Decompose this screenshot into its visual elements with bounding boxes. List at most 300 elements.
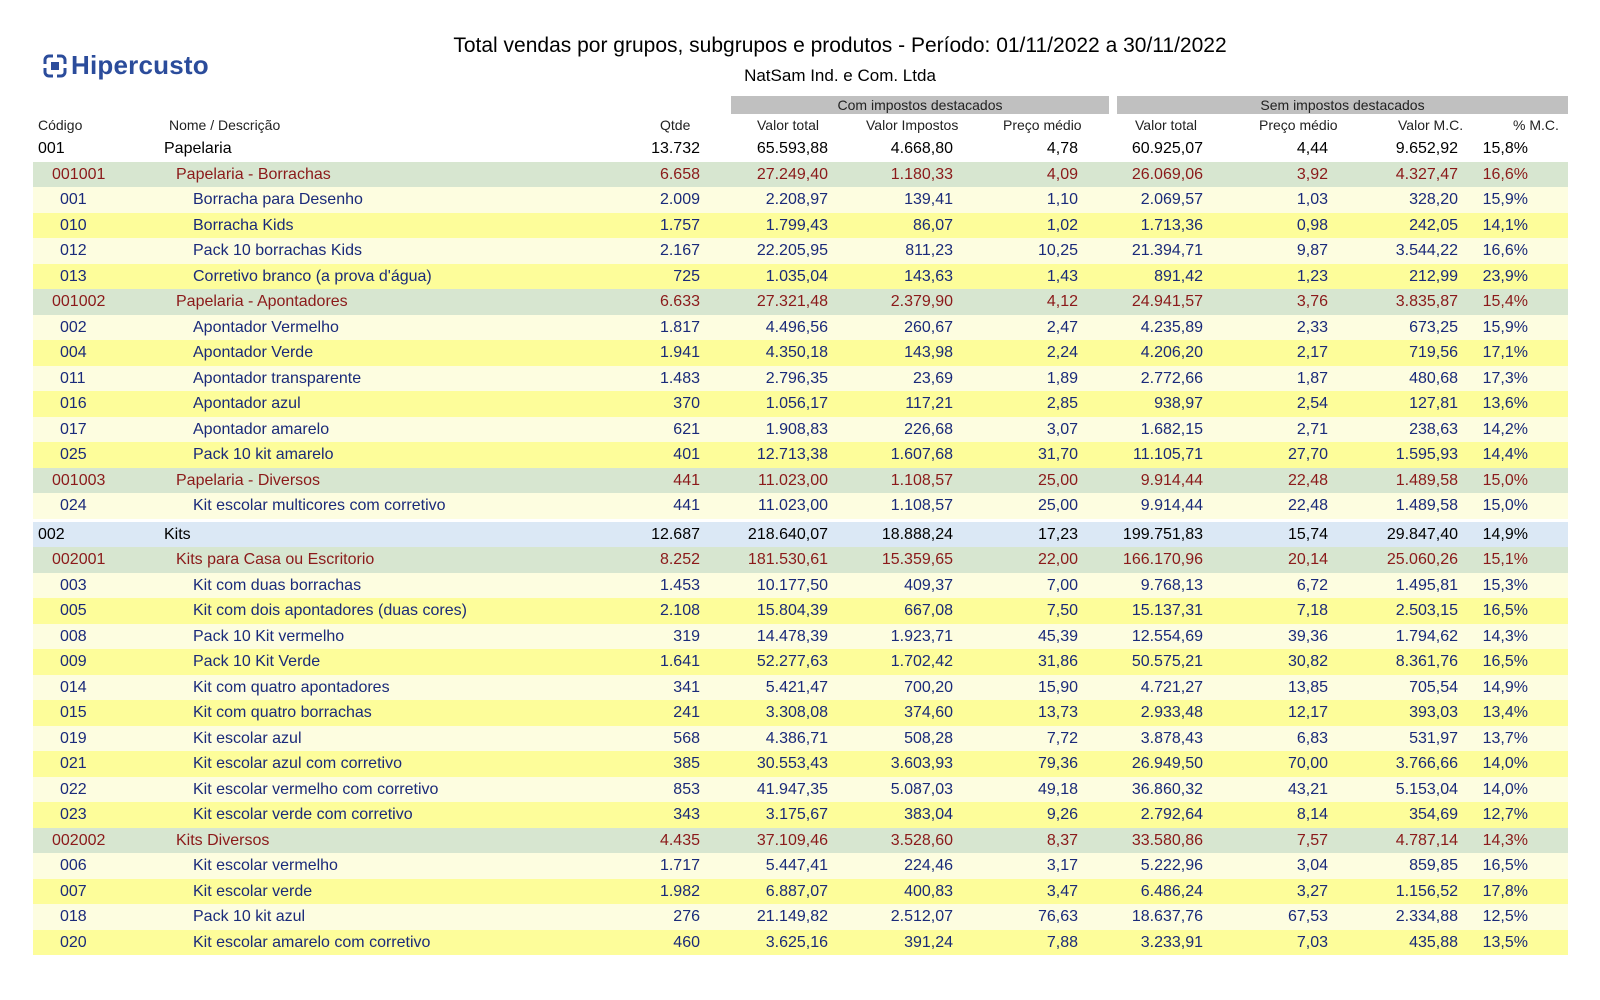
cell-name: Pack 10 kit amarelo <box>193 446 334 463</box>
cell-pmc: 16,6% <box>1482 242 1528 259</box>
cell-pm1: 7,88 <box>1046 933 1078 951</box>
cell-pm1: 1,43 <box>1046 267 1078 285</box>
product-row <box>33 930 1568 956</box>
cell-pm1: 3,17 <box>1046 857 1078 874</box>
cell-name: Apontador Verde <box>193 344 314 361</box>
cell-vmc: 705,54 <box>1409 678 1458 696</box>
cell-vt2: 9.914,44 <box>1140 497 1203 514</box>
cell-pm2: 43,21 <box>1287 780 1328 798</box>
col-qtde: Qtde <box>660 117 691 133</box>
cell-pmc: 14,3% <box>1482 627 1528 645</box>
cell-code: 018 <box>60 908 87 925</box>
product-row <box>33 853 1568 879</box>
cell-pm2: 22,48 <box>1287 471 1328 489</box>
cell-vt1: 1.908,83 <box>765 420 828 438</box>
cell-pm2: 13,85 <box>1287 678 1328 696</box>
cell-pmc: 16,5% <box>1482 857 1528 874</box>
cell-pmc: 14,4% <box>1482 446 1528 463</box>
group-row <box>33 522 1568 548</box>
cell-vmc: 1.495,81 <box>1395 576 1458 594</box>
cell-vi: 143,63 <box>904 267 953 285</box>
cell-vmc: 8.361,76 <box>1395 653 1458 670</box>
cell-vt2: 9.914,44 <box>1140 471 1203 489</box>
cell-pm2: 22,48 <box>1287 497 1328 514</box>
cell-vi: 139,41 <box>904 191 953 208</box>
cell-code: 010 <box>60 216 87 234</box>
cell-vi: 18.888,24 <box>881 525 953 543</box>
product-row <box>33 700 1568 726</box>
cell-vt2: 1.713,36 <box>1140 216 1203 234</box>
cell-pm1: 4,12 <box>1046 293 1078 310</box>
product-row <box>33 573 1568 599</box>
product-row <box>33 417 1568 443</box>
cell-name: Apontador azul <box>193 395 301 412</box>
cell-pm1: 1,10 <box>1046 191 1078 208</box>
cell-vmc: 3.766,66 <box>1395 755 1458 772</box>
product-row <box>33 238 1568 264</box>
cell-vt2: 6.486,24 <box>1140 882 1203 900</box>
col-valor-total-1: Valor total <box>757 117 819 133</box>
cell-name: Kit com duas borrachas <box>193 576 362 594</box>
cell-qtde: 13.732 <box>651 140 700 157</box>
cell-vi: 117,21 <box>905 395 953 412</box>
cell-pm2: 20,14 <box>1287 551 1328 568</box>
cell-code: 016 <box>60 395 87 412</box>
cell-vt2: 33.580,86 <box>1131 831 1203 849</box>
cell-vt1: 65.593,88 <box>756 140 828 157</box>
cell-pmc: 14,0% <box>1482 780 1528 798</box>
cell-vmc: 1.489,58 <box>1395 497 1458 514</box>
cell-vmc: 393,03 <box>1409 704 1458 721</box>
cell-name: Kit com dois apontadores (duas cores) <box>193 602 467 619</box>
cell-pmc: 17,3% <box>1482 369 1528 387</box>
cell-vt2: 1.682,15 <box>1140 420 1203 438</box>
cell-vt1: 15.804,39 <box>756 602 828 619</box>
cell-vmc: 1.595,93 <box>1395 446 1458 463</box>
cell-vt2: 26.069,06 <box>1131 165 1203 183</box>
cell-pmc: 14,9% <box>1482 678 1528 696</box>
cell-qtde: 441 <box>673 497 700 514</box>
cell-pm2: 3,27 <box>1296 882 1328 900</box>
cell-vt2: 2.933,48 <box>1140 704 1203 721</box>
cell-vt1: 4.386,71 <box>765 729 828 747</box>
product-row <box>33 649 1568 675</box>
cell-vmc: 3.835,87 <box>1395 293 1458 310</box>
cell-qtde: 1.757 <box>659 216 700 234</box>
cell-name: Papelaria - Apontadores <box>176 293 348 310</box>
cell-pmc: 12,7% <box>1482 806 1528 823</box>
cell-code: 021 <box>60 755 87 772</box>
cell-vt2: 60.925,07 <box>1131 140 1203 157</box>
cell-vt1: 37.109,46 <box>756 831 828 849</box>
cell-vmc: 29.847,40 <box>1386 525 1458 543</box>
cell-qtde: 725 <box>673 267 700 285</box>
cell-qtde: 441 <box>673 471 700 489</box>
cell-pm1: 25,00 <box>1037 497 1078 514</box>
cell-vt2: 891,42 <box>1154 267 1203 285</box>
cell-vmc: 328,20 <box>1409 191 1458 208</box>
cell-pm2: 30,82 <box>1287 653 1328 670</box>
cell-pm2: 7,57 <box>1296 831 1328 849</box>
cell-pm2: 3,04 <box>1296 857 1328 874</box>
cell-pmc: 15,1% <box>1482 551 1528 568</box>
cell-vt1: 22.205,95 <box>756 242 828 259</box>
cell-pm2: 2,17 <box>1296 344 1328 361</box>
logo-text: Hipercusto <box>71 50 209 80</box>
cell-name: Kit escolar azul com corretivo <box>193 755 402 772</box>
cell-vt2: 36.860,32 <box>1131 780 1203 798</box>
cell-vt1: 21.149,82 <box>756 908 828 925</box>
cell-pm1: 1,89 <box>1046 369 1078 387</box>
cell-code: 006 <box>60 857 87 874</box>
cell-code: 017 <box>60 420 87 438</box>
cell-vt1: 11.023,00 <box>758 471 828 489</box>
product-row <box>33 315 1568 341</box>
cell-pmc: 15,8% <box>1482 140 1528 157</box>
cell-qtde: 385 <box>673 755 700 772</box>
cell-pmc: 15,3% <box>1482 576 1528 594</box>
cell-pmc: 15,0% <box>1482 497 1528 514</box>
cell-vt2: 11.105,71 <box>1133 446 1203 463</box>
cell-pm1: 10,25 <box>1037 242 1078 259</box>
cell-qtde: 568 <box>673 729 700 747</box>
cell-vt1: 12.713,38 <box>756 446 828 463</box>
cell-qtde: 6.658 <box>659 165 700 183</box>
cell-pm1: 8,37 <box>1046 831 1078 849</box>
cell-pm2: 8,14 <box>1296 806 1328 823</box>
cell-qtde: 1.453 <box>659 576 700 594</box>
cell-qtde: 1.717 <box>659 857 700 874</box>
cell-vt2: 21.394,71 <box>1131 242 1203 259</box>
cell-pm1: 7,72 <box>1046 729 1078 747</box>
cell-pmc: 17,1% <box>1482 344 1528 361</box>
cell-vmc: 242,05 <box>1409 216 1458 234</box>
cell-name: Kits Diversos <box>176 831 270 849</box>
cell-vt1: 5.447,41 <box>765 857 828 874</box>
cell-vt1: 5.421,47 <box>765 678 828 696</box>
subgroup-row <box>33 289 1568 315</box>
cell-vmc: 1.489,58 <box>1395 471 1458 489</box>
cell-vmc: 3.544,22 <box>1395 242 1458 259</box>
cell-vi: 86,07 <box>912 216 953 234</box>
cell-vi: 4.668,80 <box>890 140 953 157</box>
cell-vmc: 2.503,15 <box>1395 602 1458 619</box>
cell-name: Apontador transparente <box>193 369 362 387</box>
cell-pm1: 17,23 <box>1037 525 1078 543</box>
cell-pm2: 1,03 <box>1296 191 1328 208</box>
product-row <box>33 213 1568 239</box>
cell-vmc: 2.334,88 <box>1395 908 1458 925</box>
cell-vt1: 3.175,67 <box>765 806 828 823</box>
cell-vt2: 4.206,20 <box>1140 344 1203 361</box>
cell-vmc: 5.153,04 <box>1395 780 1458 798</box>
cell-vt2: 15.137,31 <box>1131 602 1203 619</box>
cell-code: 001003 <box>52 471 106 489</box>
cell-qtde: 2.108 <box>659 602 700 619</box>
product-row <box>33 904 1568 930</box>
cell-pm1: 2,47 <box>1046 318 1078 336</box>
cell-qtde: 1.982 <box>659 882 700 900</box>
cell-vt2: 50.575,21 <box>1131 653 1203 670</box>
cell-name: Pack 10 borrachas Kids <box>193 242 362 259</box>
cell-vmc: 9.652,92 <box>1395 140 1458 157</box>
cell-code: 013 <box>60 267 87 285</box>
cell-pm2: 6,83 <box>1296 729 1328 747</box>
cell-vi: 15.359,65 <box>881 551 953 568</box>
cell-vt2: 4.235,89 <box>1140 318 1203 336</box>
cell-vt1: 41.947,35 <box>756 780 828 798</box>
cell-pm2: 15,74 <box>1287 525 1328 543</box>
cell-name: Kit escolar verde <box>193 882 313 900</box>
cell-vt2: 3.233,91 <box>1140 933 1203 951</box>
cell-qtde: 341 <box>673 678 700 696</box>
cell-code: 002 <box>38 525 65 543</box>
cell-qtde: 853 <box>673 780 700 798</box>
cell-vi: 3.528,60 <box>890 831 953 849</box>
cell-vmc: 212,99 <box>1409 267 1458 285</box>
col-valor-total-2: Valor total <box>1135 117 1197 133</box>
cell-vi: 400,83 <box>904 882 953 900</box>
cell-vi: 1.108,57 <box>890 471 953 489</box>
band-with-taxes: Com impostos destacados <box>731 96 1109 114</box>
cell-pm2: 2,71 <box>1296 420 1328 438</box>
band-without-taxes: Sem impostos destacados <box>1117 96 1568 114</box>
cell-qtde: 8.252 <box>659 551 700 568</box>
cell-code: 005 <box>60 602 87 619</box>
cell-name: Pack 10 Kit vermelho <box>193 627 345 645</box>
cell-pmc: 16,5% <box>1482 602 1528 619</box>
cell-name: Kits para Casa ou Escritorio <box>176 551 375 568</box>
cell-name: Apontador amarelo <box>193 420 330 438</box>
product-row <box>33 751 1568 777</box>
cell-qtde: 460 <box>673 933 700 951</box>
cell-vt2: 24.941,57 <box>1131 293 1203 310</box>
cell-pmc: 13,4% <box>1482 704 1528 721</box>
cell-name: Kit com quatro borrachas <box>193 704 372 721</box>
cell-code: 001001 <box>52 165 106 183</box>
cell-code: 011 <box>60 369 86 387</box>
cell-name: Pack 10 Kit Verde <box>193 653 321 670</box>
cell-pm1: 31,86 <box>1037 653 1078 670</box>
cell-vt1: 2.208,97 <box>765 191 828 208</box>
cell-qtde: 1.817 <box>659 318 700 336</box>
cell-pm2: 39,36 <box>1287 627 1328 645</box>
cell-vt2: 199.751,83 <box>1122 525 1203 543</box>
cell-qtde: 276 <box>673 908 700 925</box>
subgroup-row <box>33 828 1568 854</box>
cell-pmc: 15,4% <box>1482 293 1528 310</box>
cell-qtde: 343 <box>673 806 700 823</box>
cell-qtde: 319 <box>673 627 700 645</box>
cell-pm2: 7,18 <box>1296 602 1328 619</box>
cell-code: 020 <box>60 933 87 951</box>
cell-pm1: 2,85 <box>1046 395 1078 412</box>
cell-pmc: 14,0% <box>1482 755 1528 772</box>
cell-vi: 667,08 <box>904 602 953 619</box>
cell-code: 022 <box>60 780 87 798</box>
cell-code: 003 <box>60 576 87 594</box>
cell-vi: 700,20 <box>904 678 953 696</box>
cell-code: 009 <box>60 653 87 670</box>
cell-pmc: 14,2% <box>1482 420 1528 438</box>
cell-vmc: 4.327,47 <box>1395 165 1458 183</box>
product-row <box>33 493 1568 519</box>
cell-pm1: 7,50 <box>1046 602 1078 619</box>
col-pct-mc: % M.C. <box>1513 117 1559 133</box>
cell-vmc: 480,68 <box>1409 369 1458 387</box>
cell-vi: 143,98 <box>904 344 953 361</box>
cell-vmc: 1.156,52 <box>1395 882 1458 900</box>
cell-vi: 5.087,03 <box>890 780 953 798</box>
cell-vt1: 3.308,08 <box>765 704 828 721</box>
cell-pmc: 13,7% <box>1482 729 1528 747</box>
cell-name: Kit escolar multicores com corretivo <box>193 497 446 514</box>
column-header-row <box>33 117 1568 137</box>
cell-vt1: 27.321,48 <box>756 293 828 310</box>
cell-code: 002 <box>60 318 87 336</box>
cell-vt1: 14.478,39 <box>756 627 828 645</box>
cell-pmc: 14,1% <box>1482 216 1528 234</box>
cell-vt1: 10.177,50 <box>756 576 828 594</box>
cell-pmc: 13,5% <box>1482 933 1528 951</box>
cell-pm2: 7,03 <box>1296 933 1328 951</box>
cell-code: 001 <box>38 140 65 157</box>
cell-vi: 811,23 <box>905 242 953 259</box>
cell-vt2: 166.170,96 <box>1122 551 1203 568</box>
cell-vi: 224,46 <box>904 857 953 874</box>
cell-vmc: 673,25 <box>1409 318 1458 336</box>
cell-pmc: 17,8% <box>1482 882 1528 900</box>
cell-vi: 260,67 <box>904 318 953 336</box>
cell-code: 012 <box>60 242 87 259</box>
cell-name: Papelaria - Diversos <box>176 471 321 489</box>
cell-pmc: 15,0% <box>1482 471 1528 489</box>
cell-name: Kit escolar azul <box>193 729 302 747</box>
col-preco-medio-1: Preço médio <box>1003 117 1082 133</box>
company-name: NatSam Ind. e Com. Ltda <box>744 66 936 85</box>
cell-vt1: 4.350,18 <box>765 344 828 361</box>
col-valor-mc: Valor M.C. <box>1398 117 1464 133</box>
cell-pmc: 14,3% <box>1482 831 1528 849</box>
subgroup-row <box>33 547 1568 573</box>
cell-vi: 1.923,71 <box>890 627 953 645</box>
cell-pmc: 23,9% <box>1482 267 1528 285</box>
cell-pm2: 4,44 <box>1296 140 1328 157</box>
cell-qtde: 2.167 <box>659 242 700 259</box>
cell-vi: 1.607,68 <box>890 446 953 463</box>
cell-vt1: 30.553,43 <box>756 755 828 772</box>
cell-vmc: 531,97 <box>1409 729 1458 747</box>
cell-pm1: 79,36 <box>1037 755 1078 772</box>
col-code: Código <box>38 117 83 133</box>
cell-pm1: 1,02 <box>1046 216 1078 234</box>
cell-pm2: 27,70 <box>1287 446 1328 463</box>
cell-name: Borracha Kids <box>193 216 294 234</box>
cell-pm1: 2,24 <box>1046 344 1078 361</box>
col-preco-medio-2: Preço médio <box>1259 117 1338 133</box>
cell-vi: 2.379,90 <box>890 293 953 310</box>
cell-vmc: 25.060,26 <box>1386 551 1458 568</box>
cell-vt2: 9.768,13 <box>1140 576 1203 594</box>
cell-vt1: 27.249,40 <box>756 165 828 183</box>
cell-vt2: 938,97 <box>1154 395 1203 412</box>
cell-code: 002002 <box>52 831 106 849</box>
cell-pm2: 1,23 <box>1296 267 1328 285</box>
cell-pmc: 16,5% <box>1482 653 1528 670</box>
cell-vmc: 354,69 <box>1409 806 1458 823</box>
cell-pm2: 6,72 <box>1296 576 1328 594</box>
cell-vt1: 3.625,16 <box>765 933 828 951</box>
cell-name: Papelaria <box>164 140 232 157</box>
cell-vt1: 52.277,63 <box>756 653 828 670</box>
cell-vi: 2.512,07 <box>890 908 953 925</box>
cell-vi: 383,04 <box>904 806 953 823</box>
cell-code: 007 <box>60 882 87 900</box>
cell-pm2: 1,87 <box>1296 369 1328 387</box>
col-valor-impostos: Valor Impostos <box>866 117 959 133</box>
product-row <box>33 726 1568 752</box>
product-row <box>33 366 1568 392</box>
cell-pm1: 25,00 <box>1037 471 1078 489</box>
cell-pmc: 15,9% <box>1482 318 1528 336</box>
cell-vi: 508,28 <box>904 729 953 747</box>
cell-name: Borracha para Desenho <box>193 191 363 208</box>
cell-vt1: 181.530,61 <box>747 551 828 568</box>
cell-code: 025 <box>60 446 87 463</box>
cell-pm1: 3,47 <box>1046 882 1078 900</box>
cell-code: 014 <box>60 678 87 696</box>
cell-qtde: 401 <box>673 446 700 463</box>
cell-vi: 1.702,42 <box>890 653 953 670</box>
cell-qtde: 1.941 <box>659 344 700 361</box>
cell-vt2: 3.878,43 <box>1140 729 1203 747</box>
cell-vmc: 859,85 <box>1409 857 1458 874</box>
cell-name: Kit escolar verde com corretivo <box>193 806 413 823</box>
cell-qtde: 6.633 <box>659 293 700 310</box>
cell-vt2: 5.222,96 <box>1140 857 1203 874</box>
cell-vmc: 4.787,14 <box>1395 831 1458 849</box>
cell-qtde: 621 <box>673 420 700 438</box>
cell-code: 008 <box>60 627 87 645</box>
cell-qtde: 12.687 <box>651 525 700 543</box>
cell-vt2: 18.637,76 <box>1131 908 1203 925</box>
cell-pm1: 7,00 <box>1046 576 1078 594</box>
cell-pm2: 3,92 <box>1296 165 1328 183</box>
cell-qtde: 4.435 <box>659 831 700 849</box>
cell-code: 023 <box>60 806 87 823</box>
cell-vmc: 719,56 <box>1409 344 1458 361</box>
cell-pm1: 15,90 <box>1037 678 1078 696</box>
product-row <box>33 391 1568 417</box>
cell-pm1: 4,78 <box>1046 140 1078 157</box>
cell-vi: 409,37 <box>904 576 953 594</box>
cell-vt1: 218.640,07 <box>747 525 828 543</box>
report-title: Total vendas por grupos, subgrupos e produtos - Período: 01/11/2022 a 30/11/2022 <box>453 34 1227 57</box>
cell-pm2: 0,98 <box>1296 216 1328 234</box>
cell-pmc: 14,9% <box>1482 525 1528 543</box>
subgroup-row <box>33 468 1568 494</box>
cell-name: Kit escolar vermelho com corretivo <box>193 780 439 798</box>
product-row <box>33 879 1568 905</box>
cell-vmc: 435,88 <box>1409 933 1458 951</box>
cell-vmc: 127,81 <box>1409 395 1458 412</box>
cell-vt2: 2.772,66 <box>1140 369 1203 387</box>
cell-name: Kit escolar amarelo com corretivo <box>193 933 431 951</box>
cell-vi: 3.603,93 <box>890 755 953 772</box>
product-row <box>33 777 1568 803</box>
cell-vmc: 238,63 <box>1409 420 1458 438</box>
cell-name: Kit com quatro apontadores <box>193 678 390 696</box>
